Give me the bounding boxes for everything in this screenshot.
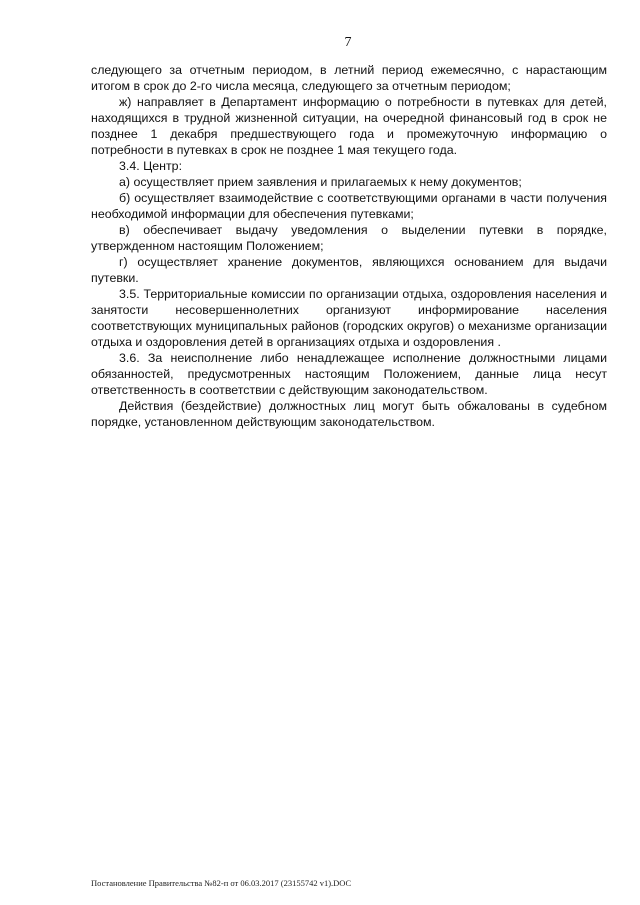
section-heading-3-4: 3.4. Центр:	[119, 159, 183, 173]
paragraph-appeal: Действия (бездействие) должностных лиц могут быть обжалованы в судебном порядке, установленном действующим законодательством.	[91, 399, 607, 429]
paragraph-item-b: б) осуществляет взаимодействие с соответствующими органами в части получения необходимой информации для обеспечения путевками;	[91, 191, 607, 221]
paragraph-item-v: в) обеспечивает выдачу уведомления о выделении путевки в порядке, утвержденном настоящим Положением;	[91, 223, 607, 253]
page-number: 7	[344, 35, 352, 50]
paragraph-continuation: следующего за отчетным периодом, в летний период ежемесячно, с нарастающим итогом в срок до 2-го числа месяца, следующего за отчетным периодом;	[91, 63, 607, 93]
document-footer: Постановление Правительства №82-п от 06.03.2017 (23155742 v1).DOC	[91, 878, 352, 888]
paragraph-item-zh: ж) направляет в Департамент информацию о потребности в путевках для детей, находящихся в трудной жизненной ситуации, на очередной финансовый год в срок не позднее 1 декабря предшествующего года и промежуточную информацию о потребности в путевках в срок не позднее 1 мая текущего года.	[91, 95, 607, 157]
paragraph-item-g: г) осуществляет хранение документов, являющихся основанием для выдачи путевки.	[91, 255, 607, 285]
paragraph-item-a: а) осуществляет прием заявления и прилагаемых к нему документов;	[119, 175, 522, 189]
paragraph-section-3-5: 3.5. Территориальные комиссии по организации отдыха, оздоровления населения и занятости несовершеннолетних организуют информирование населения соответствующих муниципальных районов (городских округов) о механизме организации отдыха и оздоровления детей в организациях отдыха и оздоровления .	[91, 287, 607, 349]
paragraph-section-3-6: 3.6. За неисполнение либо ненадлежащее исполнение должностными лицами обязанностей, предусмотренных настоящим Положением, данные лица несут ответственность в соответствии с действующим законодательством.	[91, 351, 607, 397]
document-body	[91, 62, 607, 430]
